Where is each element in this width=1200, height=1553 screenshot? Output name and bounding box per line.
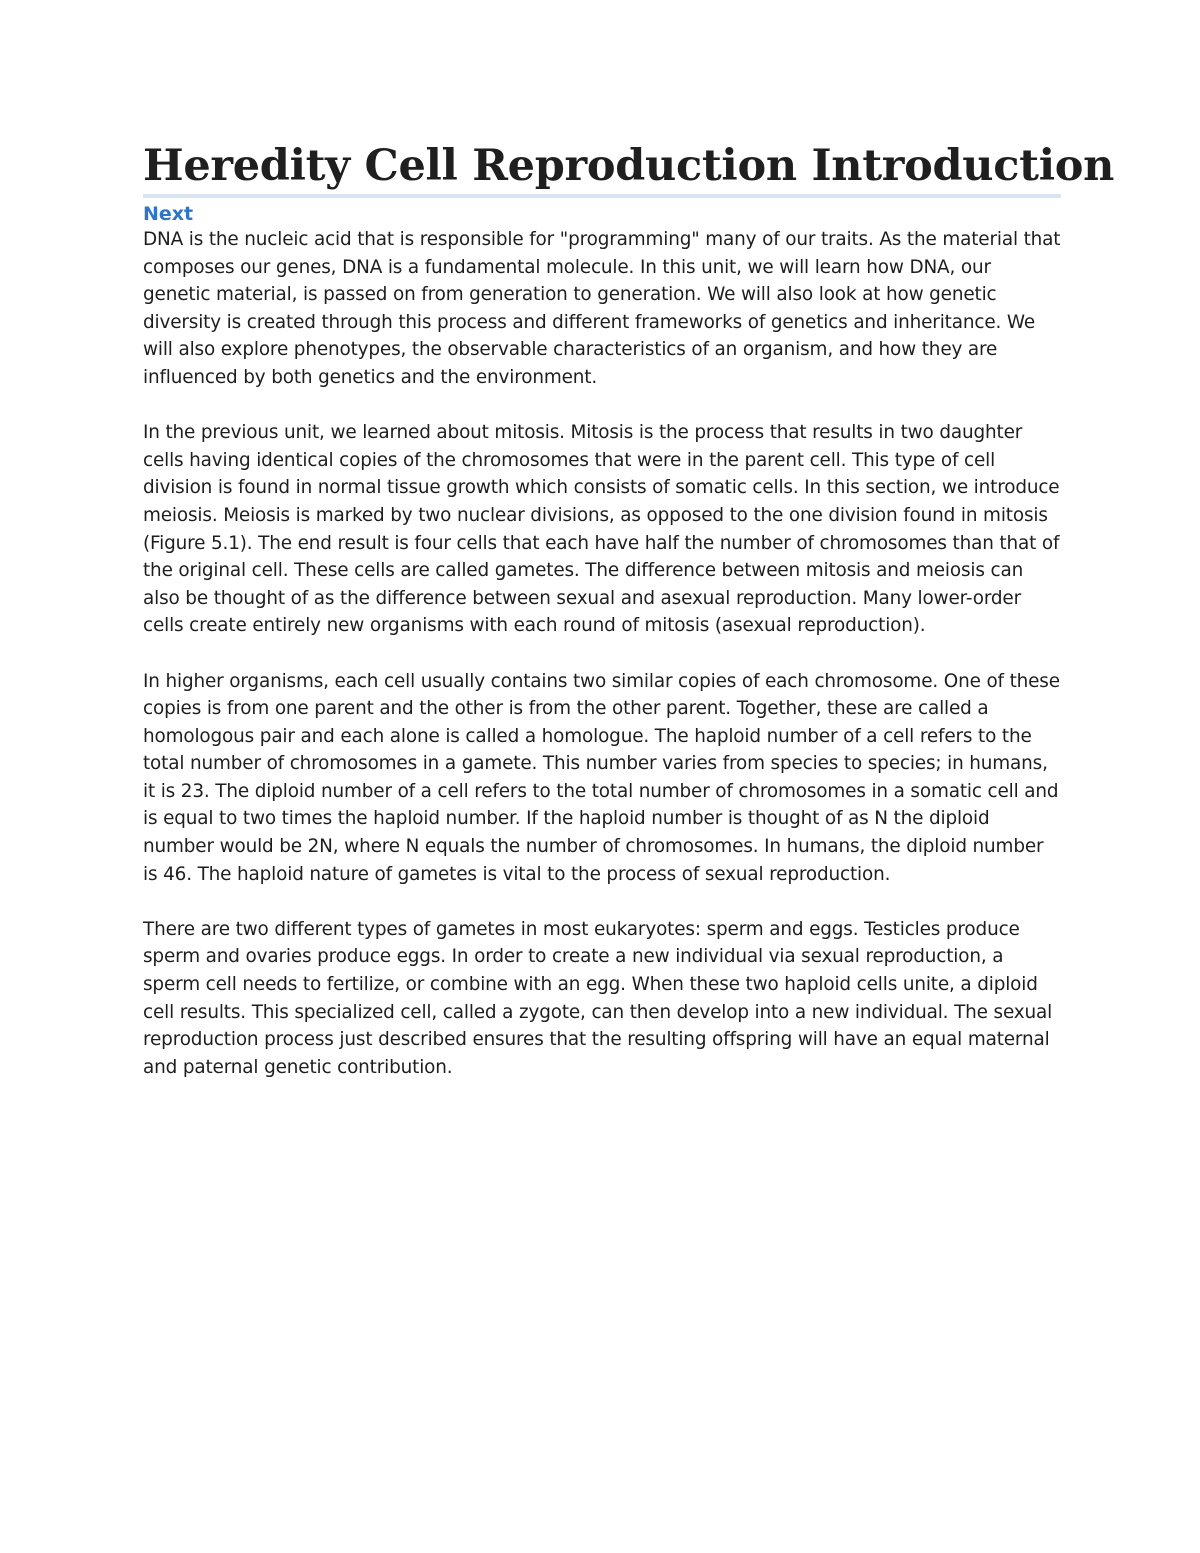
page-title: Heredity Cell Reproduction Introduction: [143, 140, 1061, 198]
document-page: [143, 140, 1115, 1109]
next-link[interactable]: Next: [143, 203, 194, 225]
paragraph-gametes: There are two different types of gametes in most eukaryotes: sperm and eggs. Testicles produce sperm and ovaries produce eggs. In order to create a new individual via sexual reproduction, a sperm cell needs to fertilize, or combine with an egg. When these two haploid cells unite, a diploid cell results. This specialized cell, called a zygote, can then develop into a new individual. The sexual reproduction process just described ensures that the resulting offspring will have an equal maternal and paternal genetic contribution.: [143, 918, 1053, 1078]
paragraph-dna-intro: DNA is the nucleic acid that is responsible for "programming" many of our traits. As the material that composes our genes, DNA is a fundamental molecule. In this unit, we will learn how DNA, our genetic material, is passed on from generation to generation. We will also look at how genetic diversity is created through this process and different frameworks of genetics and inheritance. We will also explore phenotypes, the observable characteristics of an organism, and how they are influenced by both genetics and the environment.: [143, 229, 1061, 388]
paragraph-haploid-diploid: In higher organisms, each cell usually contains two similar copies of each chromosome. One of these copies is from one parent and the other is from the other parent. Together, these are called a homologous pair and each alone is called a homologue. The haploid number of a cell refers to the total number of chromosomes in a gamete. This number varies from species to species; in humans, it is 23. The diploid number of a cell refers to the total number of chromosomes in a somatic cell and is equal to two times the haploid number. If the haploid number is thought of as N the diploid number would be 2N, where N equals the number of chromosomes. In humans, the diploid number is 46. The haploid nature of gametes is vital to the process of sexual reproduction.: [143, 670, 1060, 885]
paragraph-mitosis-meiosis: In the previous unit, we learned about mitosis. Mitosis is the process that results in two daughter cells having identical copies of the chromosomes that were in the parent cell. This type of cell division is found in normal tissue growth which consists of somatic cells. In this section, we introduce meiosis. Meiosis is marked by two nuclear divisions, as opposed to the one division found in mitosis (Figure 5.1). The end result is four cells that each have half the number of chromosomes than that of the original cell. These cells are called gametes. The difference between mitosis and meiosis can also be thought of as the difference between sexual and asexual reproduction. Many lower-order cells create entirely new organisms with each round of mitosis (asexual reproduction).: [143, 422, 1060, 637]
